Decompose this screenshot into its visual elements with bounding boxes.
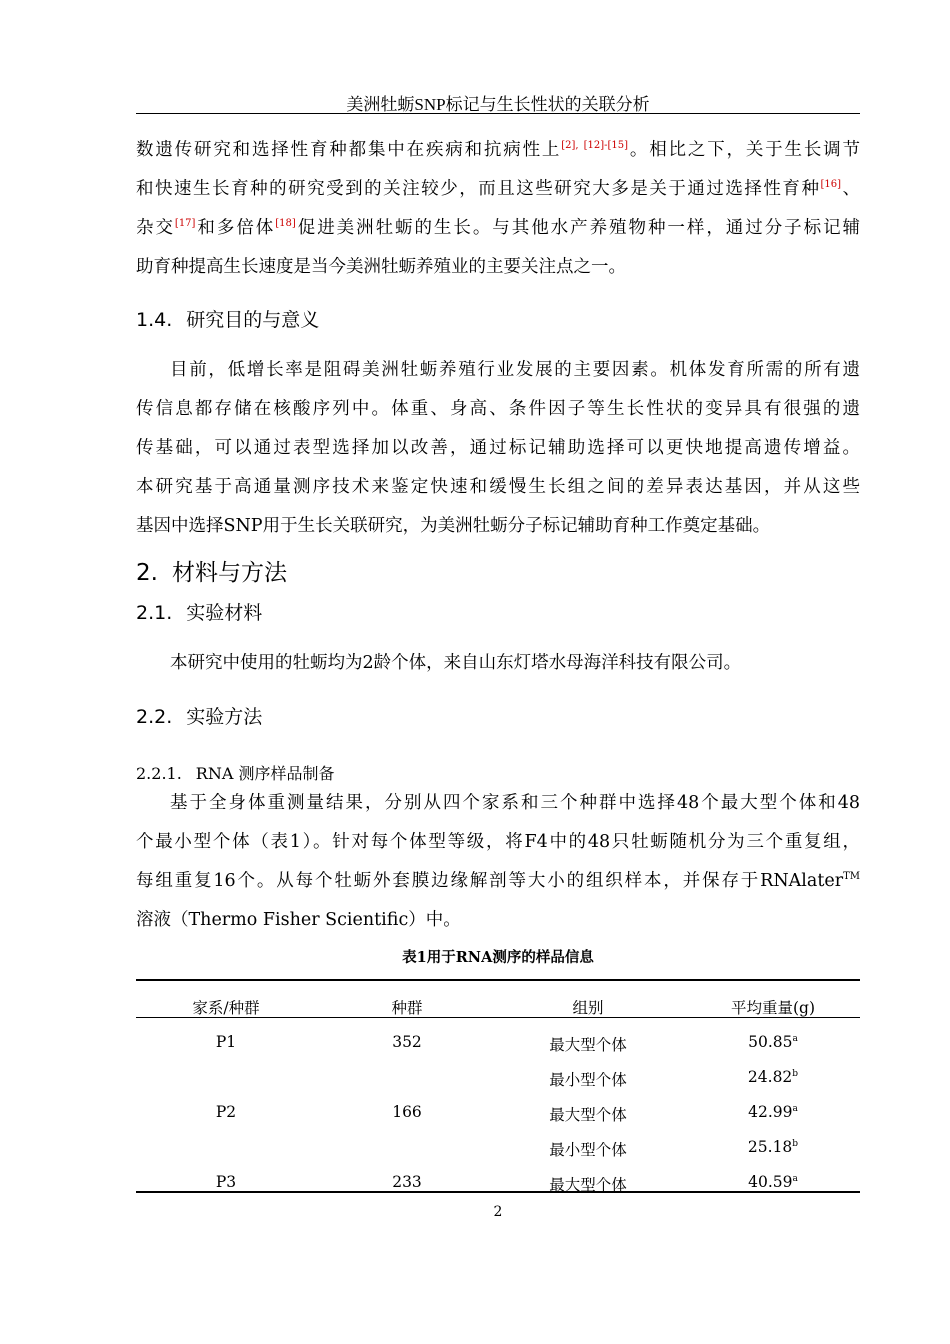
text-run: 、 (841, 179, 861, 199)
text-run: 传信息都存储在核酸序列中。体重、身高、条件因子等生长性状的变异具有很强的遗 (136, 399, 860, 419)
table-header-cell: 种群 (391, 999, 423, 1017)
text-run: 和多倍体 (195, 218, 276, 238)
text-line (136, 908, 860, 932)
text-line (136, 255, 860, 279)
table-cell-weight: 50.85$^a$ (748, 1033, 798, 1051)
heading-title: RNA 测序样品制备 (195, 764, 335, 783)
text-run: 。相比之下，关于生长调节 (628, 140, 860, 160)
significance-letter: a (792, 1034, 798, 1044)
table-top-rule (136, 979, 860, 981)
table-cell-family: P2 (215, 1103, 237, 1121)
text-run: 每组重复16个。从每个牡蛎外套膜边缘解剖等大小的组织样本，并保存于RNAlater (136, 871, 844, 891)
table-cell-family: P3 (215, 1173, 237, 1191)
heading-2-2 (136, 702, 262, 729)
page-number: 2 (493, 1204, 503, 1220)
table-cell-population: 233 (392, 1173, 422, 1191)
heading-number: 2.2.1. (136, 764, 182, 783)
text-run: 基于全身体重测量结果，分别从四个家系和三个种群中选择48个最大型个体和48 (170, 793, 860, 813)
table-caption: 表1用于RNA测序的样品信息 (402, 949, 594, 966)
table-cell-weight: 24.82$^b$ (747, 1068, 799, 1086)
table-cell-group: 最大型个体 (549, 1176, 627, 1194)
heading-2-1 (136, 598, 262, 625)
table-cell-group: 最小型个体 (549, 1071, 627, 1089)
table-cell-population: 166 (392, 1103, 422, 1121)
text-line (170, 791, 860, 815)
table-cell-group: 最大型个体 (549, 1036, 627, 1054)
text-line (136, 138, 860, 162)
text-run: 杂交 (136, 218, 175, 238)
trademark-superscript: TM (843, 871, 860, 882)
heading-number: 2.1. (136, 602, 173, 624)
citation: [17] (174, 218, 196, 229)
text-line (136, 514, 860, 538)
heading-title: 研究目的与意义 (186, 309, 320, 331)
table-cell-group: 最大型个体 (549, 1106, 627, 1124)
table-header-cell: 家系/种群 (192, 999, 260, 1017)
text-run: 基因中选择SNP用于生长关联研究，为美洲牡蛎分子标记辅助育种工作奠定基础。 (136, 516, 771, 536)
table-cell-weight: 25.18$^b$ (747, 1138, 799, 1156)
text-line (170, 651, 860, 675)
text-line (136, 869, 860, 893)
text-run: 促进美洲牡蛎的生长。与其他水产养殖物种一样，通过分子标记辅 (295, 218, 861, 238)
heading-number: 2.2. (136, 706, 173, 728)
heading-title: 实验方法 (186, 706, 263, 728)
table-header-cell: 平均重量(g) (730, 999, 816, 1017)
text-line (136, 830, 860, 854)
citation: [18] (275, 218, 296, 229)
heading-1-4 (136, 305, 319, 332)
text-run: 溶液（Thermo Fisher Scientific）中。 (136, 910, 461, 930)
text-line (170, 358, 860, 382)
significance-letter: a (792, 1174, 798, 1184)
citation: [2], [12]-[15] (561, 140, 629, 151)
header-rule (136, 113, 860, 114)
significance-letter: a (792, 1104, 798, 1114)
text-line (136, 216, 860, 240)
text-run: 本研究基于高通量测序技术来鉴定快速和缓慢生长组之间的差异表达基因，并从这些 (136, 477, 860, 497)
text-line (136, 475, 860, 499)
text-line (136, 177, 860, 201)
heading-2 (136, 554, 287, 587)
table-cell-weight: 42.99$^a$ (748, 1103, 798, 1121)
citation: [16] (820, 179, 841, 190)
heading-title: 材料与方法 (171, 560, 287, 586)
heading-number: 2. (136, 560, 158, 586)
text-line (136, 397, 860, 421)
running-header: 美洲牡蛎SNP标记与生长性状的关联分析 (346, 95, 650, 114)
heading-title: 实验材料 (186, 602, 263, 624)
significance-letter: b (792, 1139, 799, 1149)
text-run: 个最小型个体（表1）。针对每个体型等级，将F4中的48只牡蛎随机分为三个重复组， (136, 832, 860, 852)
heading-number: 1.4. (136, 309, 173, 331)
text-run: 传基础，可以通过表型选择加以改善，通过标记辅助选择可以更快地提高遗传增益。 (136, 438, 860, 458)
table-cell-weight: 40.59$^a$ (748, 1173, 798, 1191)
significance-letter: b (792, 1069, 799, 1079)
text-line (136, 436, 860, 460)
heading-2-2-1 (136, 761, 335, 784)
text-run: 数遗传研究和选择性育种都集中在疾病和抗病性上 (136, 140, 562, 160)
text-run: 助育种提高生长速度是当今美洲牡蛎养殖业的主要关注点之一。 (136, 257, 626, 277)
table-cell-population: 352 (392, 1033, 422, 1051)
text-run: 和快速生长育种的研究受到的关注较少，而且这些研究大多是关于通过选择性育种 (136, 179, 821, 199)
table-header-cell: 组别 (572, 999, 604, 1017)
text-run: 目前，低增长率是阻碍美洲牡蛎养殖行业发展的主要因素。机体发育所需的所有遗 (170, 360, 860, 380)
text-run: 本研究中使用的牡蛎均为2龄个体，来自山东灯塔水母海洋科技有限公司。 (170, 653, 742, 673)
table-cell-group: 最小型个体 (549, 1141, 627, 1159)
table-cell-family: P1 (215, 1033, 237, 1051)
